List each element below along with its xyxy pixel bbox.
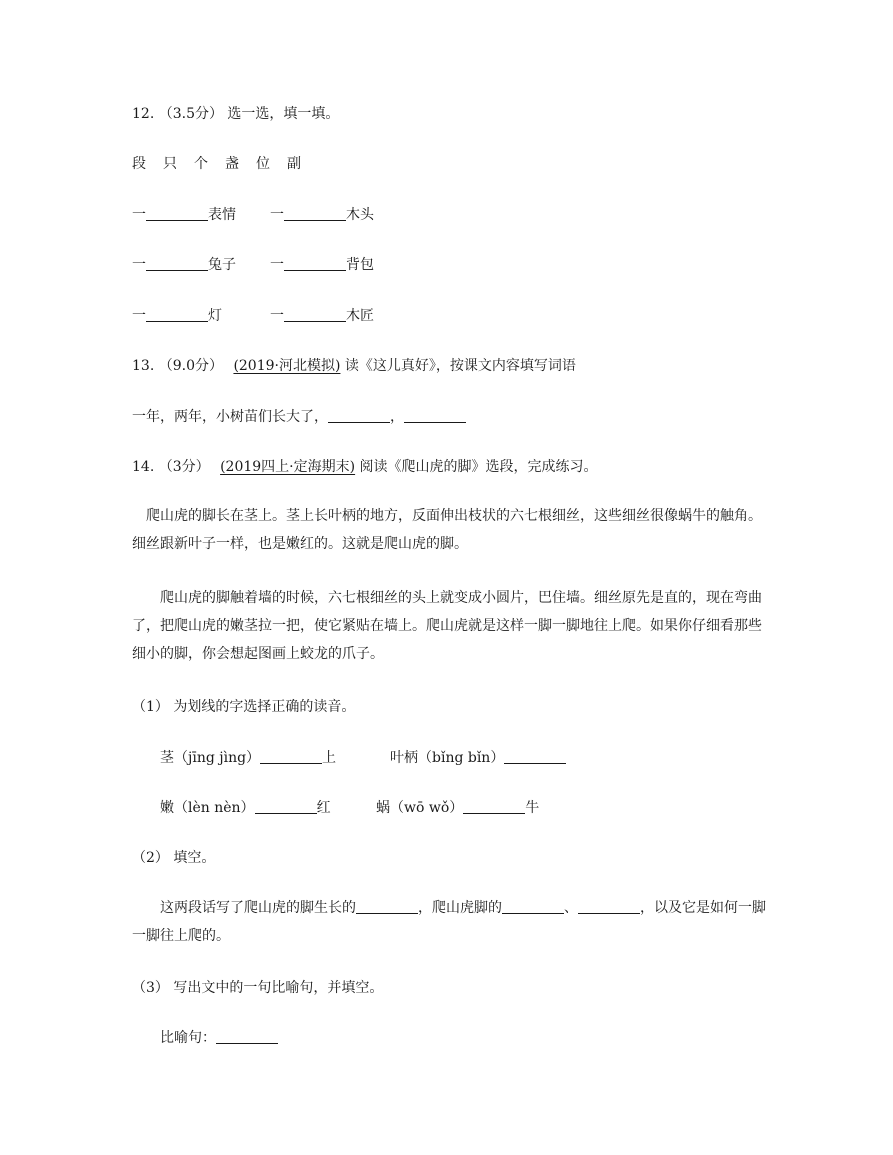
answer-blank[interactable] — [146, 206, 208, 221]
answer-blank[interactable] — [502, 899, 564, 914]
q12-row — [132, 205, 236, 225]
answer-blank[interactable] — [578, 899, 640, 914]
row-suffix: 背包 — [346, 257, 374, 273]
pinyin-options: （bǐng bǐn） — [418, 750, 505, 766]
passage-paragraph-2: 爬山虎的脚触着墙的时候，六七根细丝的头上就变成小圆片，巴住墙。细丝原先是直的，现在弯曲了，把爬山虎的嫩茎拉一把，使它紧贴在墙上。爬山虎就是这样一脚一脚地往上爬。如果你仔细看那些细小的脚，你会想起图画上蛟龙的爪子。 — [132, 590, 762, 662]
row-suffix: 灯 — [208, 308, 222, 324]
option-word: 段 — [132, 156, 146, 172]
q12-row — [270, 255, 374, 275]
answer-blank[interactable] — [216, 1029, 278, 1044]
row-prefix: 一 — [132, 207, 146, 223]
answer-blank[interactable] — [146, 256, 208, 271]
answer-blank[interactable] — [260, 749, 322, 764]
char-after: 红 — [316, 800, 331, 816]
q13-header — [132, 356, 576, 376]
option-word: 个 — [194, 156, 208, 172]
option-word: 位 — [256, 156, 270, 172]
sub3-label: （3） 写出文中的一句比喻句，并填空。 — [132, 980, 384, 996]
row-suffix: 表情 — [208, 207, 236, 223]
q12-row — [270, 306, 374, 326]
q12-row — [270, 205, 374, 225]
source-link[interactable]: (2019四上·定海期末) — [220, 459, 356, 475]
q12-row — [132, 255, 236, 275]
q12-options — [132, 154, 318, 174]
option-word: 只 — [163, 156, 177, 172]
option-word: 副 — [287, 156, 301, 172]
answer-blank[interactable] — [284, 206, 346, 221]
pinyin-item — [160, 748, 336, 768]
fill-text: 这两段话写了爬山虎的脚生长的 — [160, 900, 356, 916]
sub1-label: （1） 为划线的字选择正确的读音。 — [132, 699, 356, 715]
row-suffix: 兔子 — [208, 257, 236, 273]
sentence-text: 一年，两年，小树苗们长大了， — [132, 409, 328, 425]
target-char: 嫩 — [160, 800, 174, 816]
answer-blank[interactable] — [328, 408, 390, 423]
target-char: 叶柄 — [390, 750, 418, 766]
row-prefix: 一 — [270, 308, 284, 324]
question-prompt: 读《这儿真好》，按课文内容填写词语 — [344, 358, 576, 374]
answer-blank[interactable] — [504, 749, 566, 764]
pinyin-item — [376, 798, 539, 818]
q12-row — [132, 306, 222, 326]
answer-blank[interactable] — [284, 307, 346, 322]
char-after: 牛 — [525, 800, 540, 816]
question-number: 13. （9.0分） — [132, 358, 223, 374]
simile-answer — [160, 1028, 278, 1048]
sub2-label: （2） 填空。 — [132, 850, 216, 866]
pinyin-options: （jīng jìng） — [174, 750, 261, 766]
fill-text: ，以及它是如何一脚一脚往上爬的。 — [132, 900, 766, 944]
row-suffix: 木头 — [346, 207, 374, 223]
answer-blank[interactable] — [463, 799, 525, 814]
target-char: 蜗 — [376, 800, 390, 816]
row-suffix: 木匠 — [346, 308, 374, 324]
q14-header — [132, 457, 598, 477]
pinyin-options: （wō wǒ） — [390, 800, 464, 816]
separator: ， — [390, 409, 404, 425]
q13-sentence — [132, 407, 466, 427]
char-after: 上 — [322, 750, 337, 766]
pinyin-options: （lèn nèn） — [174, 800, 255, 816]
row-prefix: 一 — [270, 207, 284, 223]
answer-blank[interactable] — [146, 307, 208, 322]
q12-header: 12. （3.5分） 选一选，填一填。 — [132, 106, 340, 122]
answer-blank[interactable] — [255, 799, 317, 814]
answer-blank[interactable] — [356, 899, 418, 914]
option-word: 盏 — [225, 156, 239, 172]
passage-paragraph-1: 爬山虎的脚长在茎上。茎上长叶柄的地方，反面伸出枝状的六七根细丝，这些细丝很像蜗牛的触角。细丝跟新叶子一样，也是嫩红的。这就是爬山虎的脚。 — [132, 508, 762, 552]
target-char: 茎 — [160, 750, 174, 766]
question-prompt: 阅读《爬山虎的脚》选段，完成练习。 — [359, 459, 598, 475]
fill-text: ，爬山虎脚的 — [418, 900, 502, 916]
source-link[interactable]: (2019·河北模拟) — [233, 358, 341, 374]
pinyin-item — [160, 798, 331, 818]
fill-text: 、 — [564, 900, 578, 916]
answer-label: 比喻句： — [160, 1030, 216, 1046]
answer-blank[interactable] — [284, 256, 346, 271]
row-prefix: 一 — [270, 257, 284, 273]
question-number: 14. （3分） — [132, 459, 210, 475]
sub2-text — [132, 894, 772, 950]
row-prefix: 一 — [132, 308, 146, 324]
answer-blank[interactable] — [404, 408, 466, 423]
pinyin-item — [390, 748, 566, 768]
row-prefix: 一 — [132, 257, 146, 273]
